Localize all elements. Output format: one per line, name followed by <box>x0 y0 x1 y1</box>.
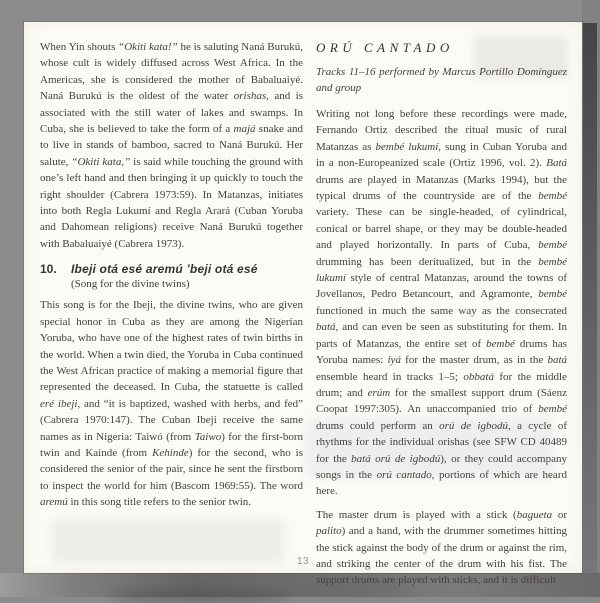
body-paragraph: This song is for the Ibeji, the divine twins, who are given special honor in Cuba as they are among the Nigerian Yoruba, who have one of the highest rates of twin births in the world. When a twin died, the Yoruba in Cuba continued the West African practice of making a memorial figure that represented the deceased. In Cuba, the statuette is called eré ibeji, and “it is baptized, washed with herbs, and fed” (Cabrera 1970:147). The Cuban Ibeji receive the same names as in Nigeria: Taiwó (from Taiwo) for the first-born twin and Kaínde (from Kehinde) for the second, who is considered the senior of the pair, since he sent the firstborn to inspect the world for him (Bascom 1969:55). The word aremú in this song title refers to the senior twin. <box>40 299 303 509</box>
section-heading: ORÚ CANTADO <box>316 40 454 55</box>
track-title: Ibeji otá esé aremú ’beji otá esé <box>71 262 258 277</box>
page-number: 13 <box>296 556 310 567</box>
right-column <box>316 39 567 589</box>
booklet-page <box>24 22 582 587</box>
track-number: 10. <box>40 262 57 277</box>
body-paragraph: The master drum is played with a stick (bagueta or palito) and a hand, with the drummer sometimes hitting the stick against the body of the drum or against the rim, and striking the center of the drum with his fist. The support drums are played with sticks, and it is difficult <box>316 508 567 587</box>
body-paragraph: Writing not long before these recordings were made, Fernando Ortiz described the ritual music of rural Matanzas as bembé lukumí, sung in Cuban Yoruba and in a non-Europeanized scale (Ortiz 1996, vol. 2). Batá drums are played in Matanzas (Marks 1994), but the typical drums of the countryside are of the bembé variety. These can be single-headed, of cylindrical, conical or barrel shape, or they may be double-headed and played horizontally. In parts of Cuba, bembé drumming has been deritualized, but in the bembé lukumí style of central Matanzas, around the towns of Jovellanos, Pedro Betancourt, and Agramonte, bembé functioned in much the same way as the consecrated batá, and can even be seen as substituting for them. In parts of Matanzas, the entire set of bembé drums has Yoruba names: iyá for the master drum, as in the batá ensemble heard in tracks 1–5; obbatá for the middle drum; and erúm for the smallest support drum (Sáenz Coopat 1997:305). An unaccompanied trio of bembé drums could perform an orú de igbodú, a cycle of rhythms for the individual orishas (see SFW CD 40489 for the batá orú de igbodú), or they could accompany songs in the orú cantado, portions of which are heard here. <box>316 108 568 498</box>
scan-smudge <box>110 589 290 603</box>
track-subtitle: (Song for the divine twins) <box>71 278 190 291</box>
body-paragraph: When Yin shouts “Okiti kata!” he is saluting Naná Burukú, whose cult is widely diffused across West Africa. In the Americas, she is considered the mother of Babaluaiyé. Naná Burukú is the oldest of the water orishas, and is associated with the still water of lakes and swamps. In Cuba, she is believed to take the form of a majá snake and to live in stands of bamboo, sacred to Naná Burukú. Her salute, “Okiti kata,” is said while touching the ground with one’s left hand and then bringing it up quickly to touch the right shoulder (Cabrera 1973:59). In Matanzas, initiates into both Regla Lukumí and Regla Arará (Cuban Yoruba and Dahomean religions) receive Naná Burukú together with Babaluaiyé (Cabrera 1973). <box>40 41 303 250</box>
section-subtitle: Tracks 11–16 performed by Marcus Portillo Domínguez and group <box>316 66 567 94</box>
book-spine-shadow <box>583 23 597 597</box>
page-columns <box>24 22 582 589</box>
left-column <box>40 39 303 589</box>
track-heading <box>40 262 303 276</box>
